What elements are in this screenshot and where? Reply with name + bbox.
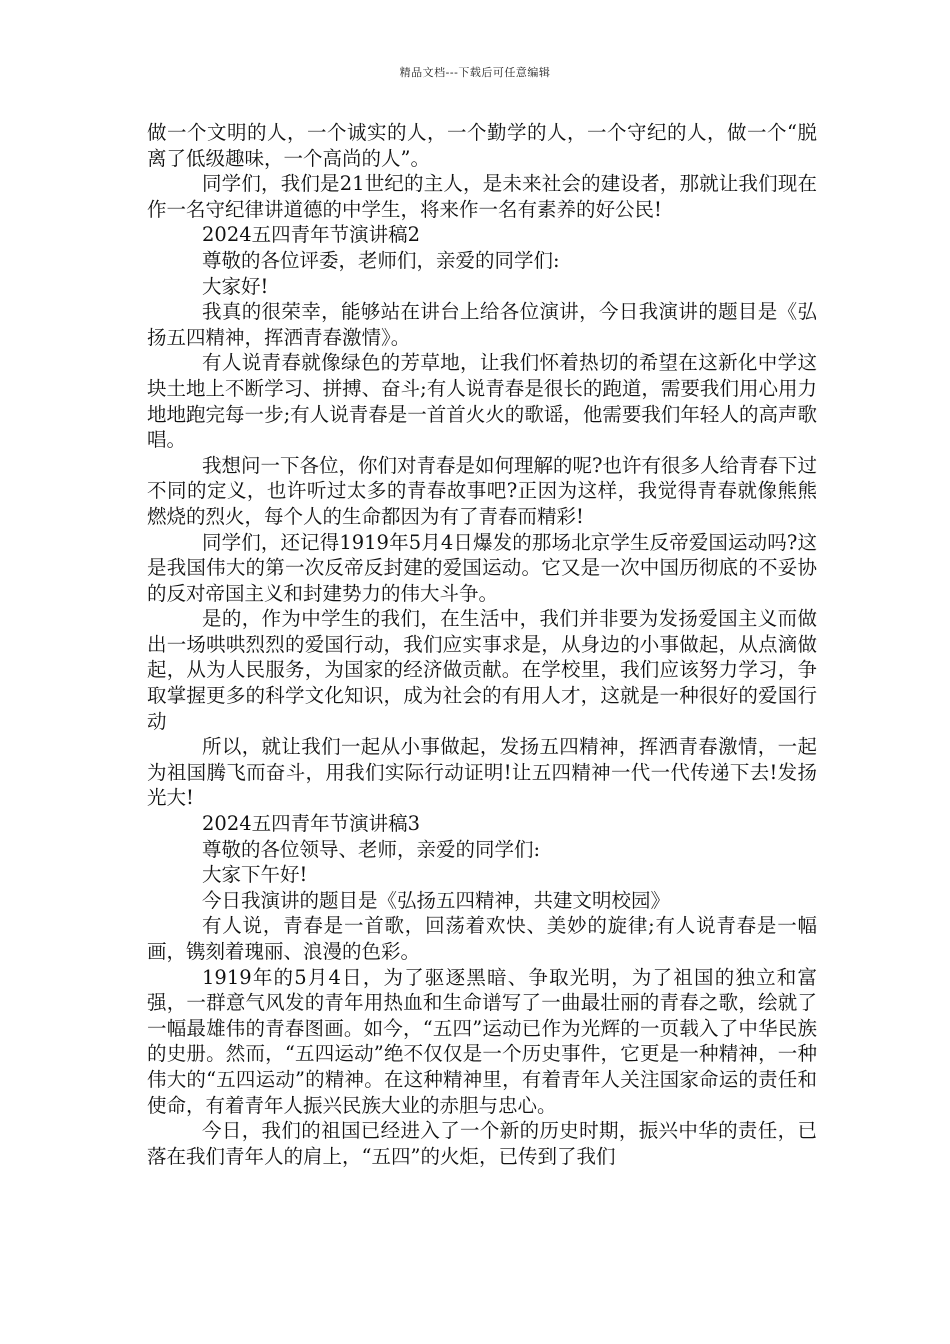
salutation: 尊敬的各位评委，老师们，亲爱的同学们: [202,248,560,272]
paragraph: 今日，我们的祖国已经进入了一个新的历史时期，振兴中华的责任，已落在我们青年人的肩上，“五四”的火炬，已传到了我们 [147,1119,817,1168]
paragraph: 我想问一下各位，你们对青春是如何理解的呢?也许有很多人给青春下过不同的定义，也许听过太多的青春故事吧?正因为这样，我觉得青春就像熊熊燃烧的烈火，每个人的生命都因为有了青春而精彩! [147,453,817,528]
paragraph: 有人说，青春是一首歌，回荡着欢快、美妙的旋律;有人说青春是一幅画，镌刻着瑰丽、浪漫的色彩。 [147,914,817,963]
paragraph: 今日我演讲的题目是《弘扬五四精神，共建文明校园》 [202,888,671,912]
section-heading: 2024五四青年节演讲稿2 [202,223,421,247]
paragraph: 同学们，我们是21世纪的主人，是未来社会的建设者，那就让我们现在作一名守纪律讲道德的中学生，将来作一名有素养的好公民! [147,172,817,221]
paragraph: 我真的很荣幸，能够站在讲台上给各位演讲，今日我演讲的题目是《弘扬五四精神，挥洒青春激情》。 [147,300,817,349]
paragraph: 同学们，还记得1919年5月4日爆发的那场北京学生反帝爱国运动吗?这是我国伟大的第一次反帝反封建的爱国运动。它又是一次中国历彻底的不妥协的反对帝国主义和封建势力的伟大斗争。 [147,530,817,605]
salutation: 尊敬的各位领导、老师，亲爱的同学们: [202,837,541,861]
paragraph: 1919年的5月4日，为了驱逐黑暗、争取光明，为了祖国的独立和富强，一群意气风发的青年用热血和生命谱写了一曲最壮丽的青春之歌，绘就了一幅最雄伟的青春图画。如今，“五四”运动已作为光辉的一页载入了中华民族的史册。然而，“五四运动”绝不仅仅是一个历史事件，它更是一种精神，一种伟大的“五四运动”的精神。在这种精神里，有着青年人关注国家命运的责任和使命，有着青年人振兴民族大业的赤胆与忠心。 [147,965,817,1117]
section-heading: 2024五四青年节演讲稿3 [202,812,421,836]
page-header: 精品文档---下载后可任意编辑 [399,66,551,79]
greeting: 大家下午好! [202,863,308,887]
paragraph: 是的，作为中学生的我们，在生活中，我们并非要为发扬爱国主义而做出一场哄哄烈烈的爱国行动，我们应实事求是，从身边的小事做起，从点滴做起，从为人民服务，为国家的经济做贡献。在学校里，我们应该努力学习，争取掌握更多的科学文化知识，成为社会的有用人才，这就是一种很好的爱国行动 [147,607,817,733]
paragraph: 做一个文明的人，一个诚实的人，一个勤学的人，一个守纪的人，做一个“脱离了低级趣味，一个高尚的人”。 [147,121,817,170]
paragraph: 有人说青春就像绿色的芳草地，让我们怀着热切的希望在这新化中学这块土地上不断学习、拼搏、奋斗;有人说青春是很长的跑道，需要我们用心用力地地跑完每一步;有人说青春是一首首火火的歌谣，他需要我们年轻人的高声歌唱。 [147,351,817,452]
paragraph: 所以，就让我们一起从小事做起，发扬五四精神，挥洒青春激情，一起为祖国腾飞而奋斗，用我们实际行动证明!让五四精神一代一代传递下去!发扬光大! [147,735,817,810]
greeting: 大家好! [202,274,269,298]
document-body [147,120,817,1169]
